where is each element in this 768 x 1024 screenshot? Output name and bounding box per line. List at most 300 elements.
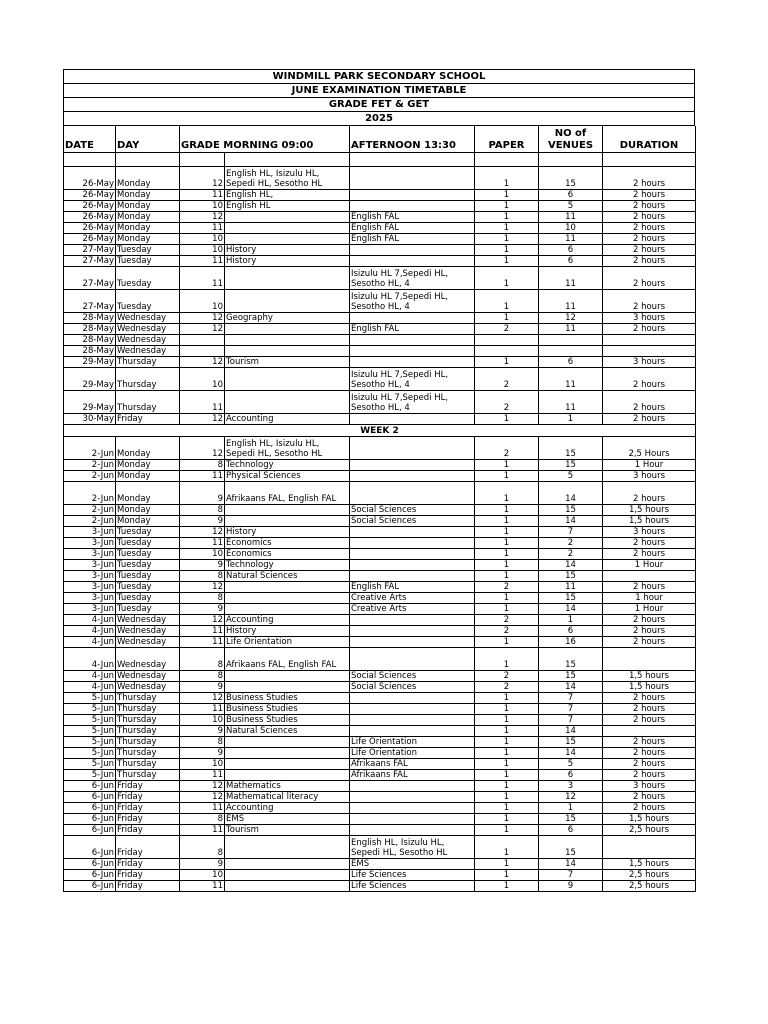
morning-subject-cell: [225, 870, 350, 881]
grade-cell: 10: [180, 234, 225, 245]
table-row: [64, 516, 696, 527]
table-row: [64, 267, 696, 290]
morning-subject-cell: [225, 748, 350, 759]
date-cell: 3-Jun: [64, 527, 116, 538]
duration-cell: 1,5 hours: [603, 505, 696, 516]
table-row: [64, 615, 696, 626]
grade-cell: 9: [180, 604, 225, 615]
afternoon-subject-cell: Life Sciences: [350, 881, 475, 892]
paper-cell: 1: [475, 234, 539, 245]
school-name: WINDMILL PARK SECONDARY SCHOOL: [63, 69, 695, 83]
day-cell: Monday: [116, 460, 180, 471]
spacer-row: [64, 153, 696, 167]
afternoon-subject-cell: [350, 626, 475, 637]
date-cell: 26-May: [64, 201, 116, 212]
table-row: [64, 368, 696, 391]
duration-cell: 1 hour: [603, 593, 696, 604]
grade-cell: 9: [180, 748, 225, 759]
grade-cell: 8: [180, 648, 225, 671]
afternoon-subject-cell: [350, 538, 475, 549]
venues-cell: 11: [539, 324, 603, 335]
venues-cell: 7: [539, 704, 603, 715]
day-cell: Thursday: [116, 737, 180, 748]
duration-cell: 1,5 hours: [603, 516, 696, 527]
day-cell: Thursday: [116, 748, 180, 759]
paper-cell: 1: [475, 781, 539, 792]
morning-subject-cell: Afrikaans FAL, English FAL: [225, 482, 350, 505]
date-cell: 5-Jun: [64, 759, 116, 770]
afternoon-subject-cell: Social Sciences: [350, 671, 475, 682]
morning-subject-cell: [225, 505, 350, 516]
duration-cell: 2 hours: [603, 582, 696, 593]
day-cell: Thursday: [116, 770, 180, 781]
morning-subject-cell: Accounting: [225, 615, 350, 626]
date-cell: 28-May: [64, 313, 116, 324]
date-cell: 5-Jun: [64, 770, 116, 781]
venues-cell: 15: [539, 836, 603, 859]
morning-subject-cell: [225, 391, 350, 414]
table-row: [64, 704, 696, 715]
venues-cell: 14: [539, 560, 603, 571]
morning-subject-cell: Technology: [225, 560, 350, 571]
day-cell: Tuesday: [116, 527, 180, 538]
duration-cell: 2 hours: [603, 549, 696, 560]
duration-cell: 2 hours: [603, 234, 696, 245]
afternoon-subject-cell: [350, 437, 475, 460]
day-cell: Wednesday: [116, 346, 180, 357]
venues-cell: 15: [539, 671, 603, 682]
paper-cell: 1: [475, 290, 539, 313]
date-cell: 27-May: [64, 290, 116, 313]
venues-cell: 15: [539, 737, 603, 748]
duration-cell: 2 hours: [603, 693, 696, 704]
afternoon-subject-cell: [350, 803, 475, 814]
morning-subject-cell: [225, 759, 350, 770]
table-row: [64, 335, 696, 346]
morning-subject-cell: [225, 604, 350, 615]
afternoon-subject-cell: [350, 167, 475, 190]
paper-cell: 2: [475, 437, 539, 460]
morning-subject-cell: [225, 881, 350, 892]
day-cell: Thursday: [116, 391, 180, 414]
duration-cell: 2 hours: [603, 482, 696, 505]
venues-cell: 5: [539, 759, 603, 770]
date-cell: 2-Jun: [64, 471, 116, 482]
day-cell: Monday: [116, 505, 180, 516]
morning-subject-cell: History: [225, 256, 350, 267]
day-cell: Wednesday: [116, 682, 180, 693]
morning-subject-cell: Accounting: [225, 414, 350, 425]
venues-cell: [539, 335, 603, 346]
afternoon-subject-cell: English FAL: [350, 212, 475, 223]
day-cell: Wednesday: [116, 324, 180, 335]
venues-cell: 7: [539, 693, 603, 704]
header-venues: NO of VENUES: [539, 126, 603, 153]
date-cell: 6-Jun: [64, 859, 116, 870]
paper-cell: 1: [475, 759, 539, 770]
paper-cell: 1: [475, 637, 539, 648]
afternoon-subject-cell: Social Sciences: [350, 505, 475, 516]
date-cell: 6-Jun: [64, 803, 116, 814]
table-row: [64, 538, 696, 549]
table-row: [64, 549, 696, 560]
morning-subject-cell: [225, 290, 350, 313]
morning-subject-cell: [225, 737, 350, 748]
day-cell: Thursday: [116, 693, 180, 704]
grade-cell: 11: [180, 391, 225, 414]
duration-cell: 2 hours: [603, 637, 696, 648]
grade-cell: 11: [180, 471, 225, 482]
grade-cell: 8: [180, 737, 225, 748]
grade-cell: 10: [180, 245, 225, 256]
morning-subject-cell: [225, 593, 350, 604]
header-grade-morning: GRADE MORNING 09:00: [180, 126, 350, 153]
header-duration: DURATION: [603, 126, 696, 153]
duration-cell: 2 hours: [603, 792, 696, 803]
paper-cell: 1: [475, 836, 539, 859]
table-row: [64, 245, 696, 256]
grade-cell: 8: [180, 814, 225, 825]
morning-subject-cell: Mathematical literacy: [225, 792, 350, 803]
grade-cell: 10: [180, 201, 225, 212]
table-row: [64, 527, 696, 538]
grade-cell: 8: [180, 571, 225, 582]
paper-cell: 1: [475, 825, 539, 836]
grade-cell: 11: [180, 538, 225, 549]
table-row: [64, 256, 696, 267]
afternoon-subject-cell: [350, 527, 475, 538]
venues-cell: 14: [539, 604, 603, 615]
date-cell: 3-Jun: [64, 593, 116, 604]
afternoon-subject-cell: Isizulu HL 7,Sepedi HL, Sesotho HL, 4: [350, 368, 475, 391]
morning-subject-cell: [225, 582, 350, 593]
paper-cell: 1: [475, 527, 539, 538]
table-row: [64, 482, 696, 505]
morning-subject-cell: History: [225, 626, 350, 637]
table-row: [64, 414, 696, 425]
duration-cell: 2 hours: [603, 626, 696, 637]
date-cell: 6-Jun: [64, 870, 116, 881]
duration-cell: 2 hours: [603, 368, 696, 391]
grade-cell: 9: [180, 726, 225, 737]
venues-cell: 14: [539, 516, 603, 527]
morning-subject-cell: [225, 859, 350, 870]
duration-cell: 2 hours: [603, 759, 696, 770]
grade-cell: 9: [180, 682, 225, 693]
grade-cell: 12: [180, 414, 225, 425]
timetable-sheet: [63, 69, 695, 892]
morning-subject-cell: Business Studies: [225, 704, 350, 715]
day-cell: Tuesday: [116, 571, 180, 582]
day-cell: Tuesday: [116, 256, 180, 267]
paper-cell: 2: [475, 626, 539, 637]
duration-cell: [603, 346, 696, 357]
date-cell: 4-Jun: [64, 682, 116, 693]
duration-cell: 2 hours: [603, 414, 696, 425]
afternoon-subject-cell: EMS: [350, 859, 475, 870]
morning-subject-cell: [225, 223, 350, 234]
afternoon-subject-cell: [350, 482, 475, 505]
date-cell: 26-May: [64, 212, 116, 223]
duration-cell: 2,5 hours: [603, 870, 696, 881]
table-row: [64, 582, 696, 593]
morning-subject-cell: Tourism: [225, 825, 350, 836]
afternoon-subject-cell: Isizulu HL 7,Sepedi HL, Sesotho HL, 4: [350, 267, 475, 290]
table-row: [64, 560, 696, 571]
afternoon-subject-cell: [350, 346, 475, 357]
duration-cell: 2,5 Hours: [603, 437, 696, 460]
morning-subject-cell: History: [225, 245, 350, 256]
venues-cell: 11: [539, 212, 603, 223]
paper-cell: 1: [475, 881, 539, 892]
paper-cell: [475, 346, 539, 357]
table-row: [64, 437, 696, 460]
grade-cell: 11: [180, 190, 225, 201]
paper-cell: 1: [475, 859, 539, 870]
grade-cell: 11: [180, 770, 225, 781]
morning-subject-cell: [225, 682, 350, 693]
day-cell: Monday: [116, 201, 180, 212]
grade-cell: 12: [180, 324, 225, 335]
afternoon-subject-cell: Life Orientation: [350, 748, 475, 759]
day-cell: Tuesday: [116, 560, 180, 571]
afternoon-subject-cell: [350, 201, 475, 212]
table-row: [64, 814, 696, 825]
paper-cell: 1: [475, 167, 539, 190]
morning-subject-cell: English HL,: [225, 190, 350, 201]
header-paper: PAPER: [475, 126, 539, 153]
morning-subject-cell: [225, 212, 350, 223]
paper-cell: 1: [475, 190, 539, 201]
day-cell: Friday: [116, 792, 180, 803]
paper-cell: 1: [475, 715, 539, 726]
paper-cell: 1: [475, 549, 539, 560]
afternoon-subject-cell: [350, 560, 475, 571]
table-row: [64, 682, 696, 693]
date-cell: 5-Jun: [64, 737, 116, 748]
afternoon-subject-cell: [350, 814, 475, 825]
venues-cell: 6: [539, 256, 603, 267]
date-cell: 6-Jun: [64, 825, 116, 836]
paper-cell: 1: [475, 460, 539, 471]
duration-cell: 1 Hour: [603, 604, 696, 615]
paper-cell: 1: [475, 593, 539, 604]
grade-cell: 12: [180, 781, 225, 792]
date-cell: 29-May: [64, 368, 116, 391]
venues-cell: 11: [539, 234, 603, 245]
venues-cell: 6: [539, 770, 603, 781]
day-cell: Thursday: [116, 704, 180, 715]
morning-subject-cell: EMS: [225, 814, 350, 825]
header-day: DAY: [116, 126, 180, 153]
duration-cell: 2,5 hours: [603, 825, 696, 836]
grade-cell: 11: [180, 626, 225, 637]
venues-cell: 1: [539, 414, 603, 425]
paper-cell: 1: [475, 648, 539, 671]
paper-cell: 1: [475, 792, 539, 803]
venues-cell: 6: [539, 626, 603, 637]
afternoon-subject-cell: Social Sciences: [350, 682, 475, 693]
day-cell: Thursday: [116, 368, 180, 391]
morning-subject-cell: Business Studies: [225, 715, 350, 726]
afternoon-subject-cell: [350, 615, 475, 626]
duration-cell: 2 hours: [603, 267, 696, 290]
morning-subject-cell: English HL, Isizulu HL, Sepedi HL, Sesotho HL: [225, 437, 350, 460]
afternoon-subject-cell: Life Orientation: [350, 737, 475, 748]
day-cell: Friday: [116, 881, 180, 892]
table-row: [64, 212, 696, 223]
venues-cell: 11: [539, 391, 603, 414]
duration-cell: 3 hours: [603, 471, 696, 482]
paper-cell: 1: [475, 870, 539, 881]
afternoon-subject-cell: [350, 471, 475, 482]
day-cell: Tuesday: [116, 290, 180, 313]
date-cell: 29-May: [64, 357, 116, 368]
venues-cell: 15: [539, 460, 603, 471]
venues-cell: 2: [539, 538, 603, 549]
afternoon-subject-cell: [350, 571, 475, 582]
duration-cell: 3 hours: [603, 781, 696, 792]
paper-cell: 2: [475, 324, 539, 335]
date-cell: 26-May: [64, 190, 116, 201]
paper-cell: 1: [475, 414, 539, 425]
paper-cell: 1: [475, 560, 539, 571]
duration-cell: 1,5 hours: [603, 859, 696, 870]
table-row: [64, 346, 696, 357]
venues-cell: 3: [539, 781, 603, 792]
paper-cell: 1: [475, 571, 539, 582]
grade-cell: 11: [180, 825, 225, 836]
grade-cell: 11: [180, 267, 225, 290]
venues-cell: 15: [539, 167, 603, 190]
grade-label: GRADE FET & GET: [63, 97, 695, 111]
duration-cell: 3 hours: [603, 527, 696, 538]
duration-cell: [603, 335, 696, 346]
paper-cell: 1: [475, 814, 539, 825]
paper-cell: 1: [475, 505, 539, 516]
year-label: 2025: [63, 111, 695, 126]
venues-cell: 2: [539, 549, 603, 560]
paper-cell: 1: [475, 245, 539, 256]
paper-cell: 1: [475, 516, 539, 527]
morning-subject-cell: [225, 267, 350, 290]
paper-cell: 1: [475, 538, 539, 549]
morning-subject-cell: Natural Sciences: [225, 726, 350, 737]
header-date: DATE: [64, 126, 116, 153]
morning-subject-cell: Technology: [225, 460, 350, 471]
paper-cell: 2: [475, 582, 539, 593]
grade-cell: 10: [180, 549, 225, 560]
duration-cell: 1,5 hours: [603, 682, 696, 693]
afternoon-subject-cell: English FAL: [350, 324, 475, 335]
afternoon-subject-cell: [350, 648, 475, 671]
afternoon-subject-cell: [350, 715, 475, 726]
venues-cell: 5: [539, 201, 603, 212]
date-cell: 6-Jun: [64, 836, 116, 859]
day-cell: Friday: [116, 414, 180, 425]
venues-cell: 7: [539, 870, 603, 881]
date-cell: 2-Jun: [64, 505, 116, 516]
venues-cell: 15: [539, 814, 603, 825]
grade-cell: 8: [180, 505, 225, 516]
afternoon-subject-cell: [350, 549, 475, 560]
day-cell: Thursday: [116, 726, 180, 737]
table-row: [64, 290, 696, 313]
table-row: [64, 604, 696, 615]
timetable-table: [63, 126, 696, 892]
table-row: [64, 460, 696, 471]
grade-cell: 10: [180, 715, 225, 726]
date-cell: 5-Jun: [64, 748, 116, 759]
venues-cell: 16: [539, 637, 603, 648]
day-cell: Wednesday: [116, 615, 180, 626]
day-cell: Friday: [116, 781, 180, 792]
paper-cell: 1: [475, 704, 539, 715]
paper-cell: 1: [475, 223, 539, 234]
duration-cell: 2 hours: [603, 290, 696, 313]
duration-cell: 2 hours: [603, 748, 696, 759]
afternoon-subject-cell: Social Sciences: [350, 516, 475, 527]
table-row: [64, 505, 696, 516]
day-cell: Monday: [116, 482, 180, 505]
grade-cell: 9: [180, 560, 225, 571]
morning-subject-cell: Accounting: [225, 803, 350, 814]
grade-cell: 12: [180, 212, 225, 223]
date-cell: 2-Jun: [64, 482, 116, 505]
grade-cell: [180, 335, 225, 346]
date-cell: 6-Jun: [64, 792, 116, 803]
date-cell: 26-May: [64, 234, 116, 245]
morning-subject-cell: Mathematics: [225, 781, 350, 792]
grade-cell: 8: [180, 593, 225, 604]
grade-cell: 10: [180, 870, 225, 881]
morning-subject-cell: Life Orientation: [225, 637, 350, 648]
grade-cell: 9: [180, 516, 225, 527]
paper-cell: [475, 335, 539, 346]
table-row: [64, 737, 696, 748]
column-header-row: [64, 126, 696, 153]
day-cell: Tuesday: [116, 549, 180, 560]
grade-cell: 12: [180, 357, 225, 368]
week-2-label: WEEK 2: [64, 425, 696, 437]
grade-cell: 8: [180, 460, 225, 471]
duration-cell: [603, 726, 696, 737]
venues-cell: 6: [539, 357, 603, 368]
venues-cell: [539, 346, 603, 357]
afternoon-subject-cell: [350, 256, 475, 267]
morning-subject-cell: English HL, Isizulu HL, Sepedi HL, Sesotho HL: [225, 167, 350, 190]
duration-cell: 2 hours: [603, 190, 696, 201]
grade-cell: 11: [180, 256, 225, 267]
duration-cell: [603, 648, 696, 671]
paper-cell: 1: [475, 803, 539, 814]
table-row: [64, 803, 696, 814]
afternoon-subject-cell: [350, 414, 475, 425]
day-cell: Monday: [116, 516, 180, 527]
duration-cell: [603, 571, 696, 582]
grade-cell: 12: [180, 693, 225, 704]
date-cell: 4-Jun: [64, 648, 116, 671]
afternoon-subject-cell: [350, 693, 475, 704]
paper-cell: 1: [475, 256, 539, 267]
duration-cell: 2,5 hours: [603, 881, 696, 892]
date-cell: 6-Jun: [64, 814, 116, 825]
venues-cell: 5: [539, 471, 603, 482]
paper-cell: 1: [475, 267, 539, 290]
header-afternoon: AFTERNOON 13:30: [350, 126, 475, 153]
paper-cell: 2: [475, 671, 539, 682]
grade-cell: 12: [180, 313, 225, 324]
